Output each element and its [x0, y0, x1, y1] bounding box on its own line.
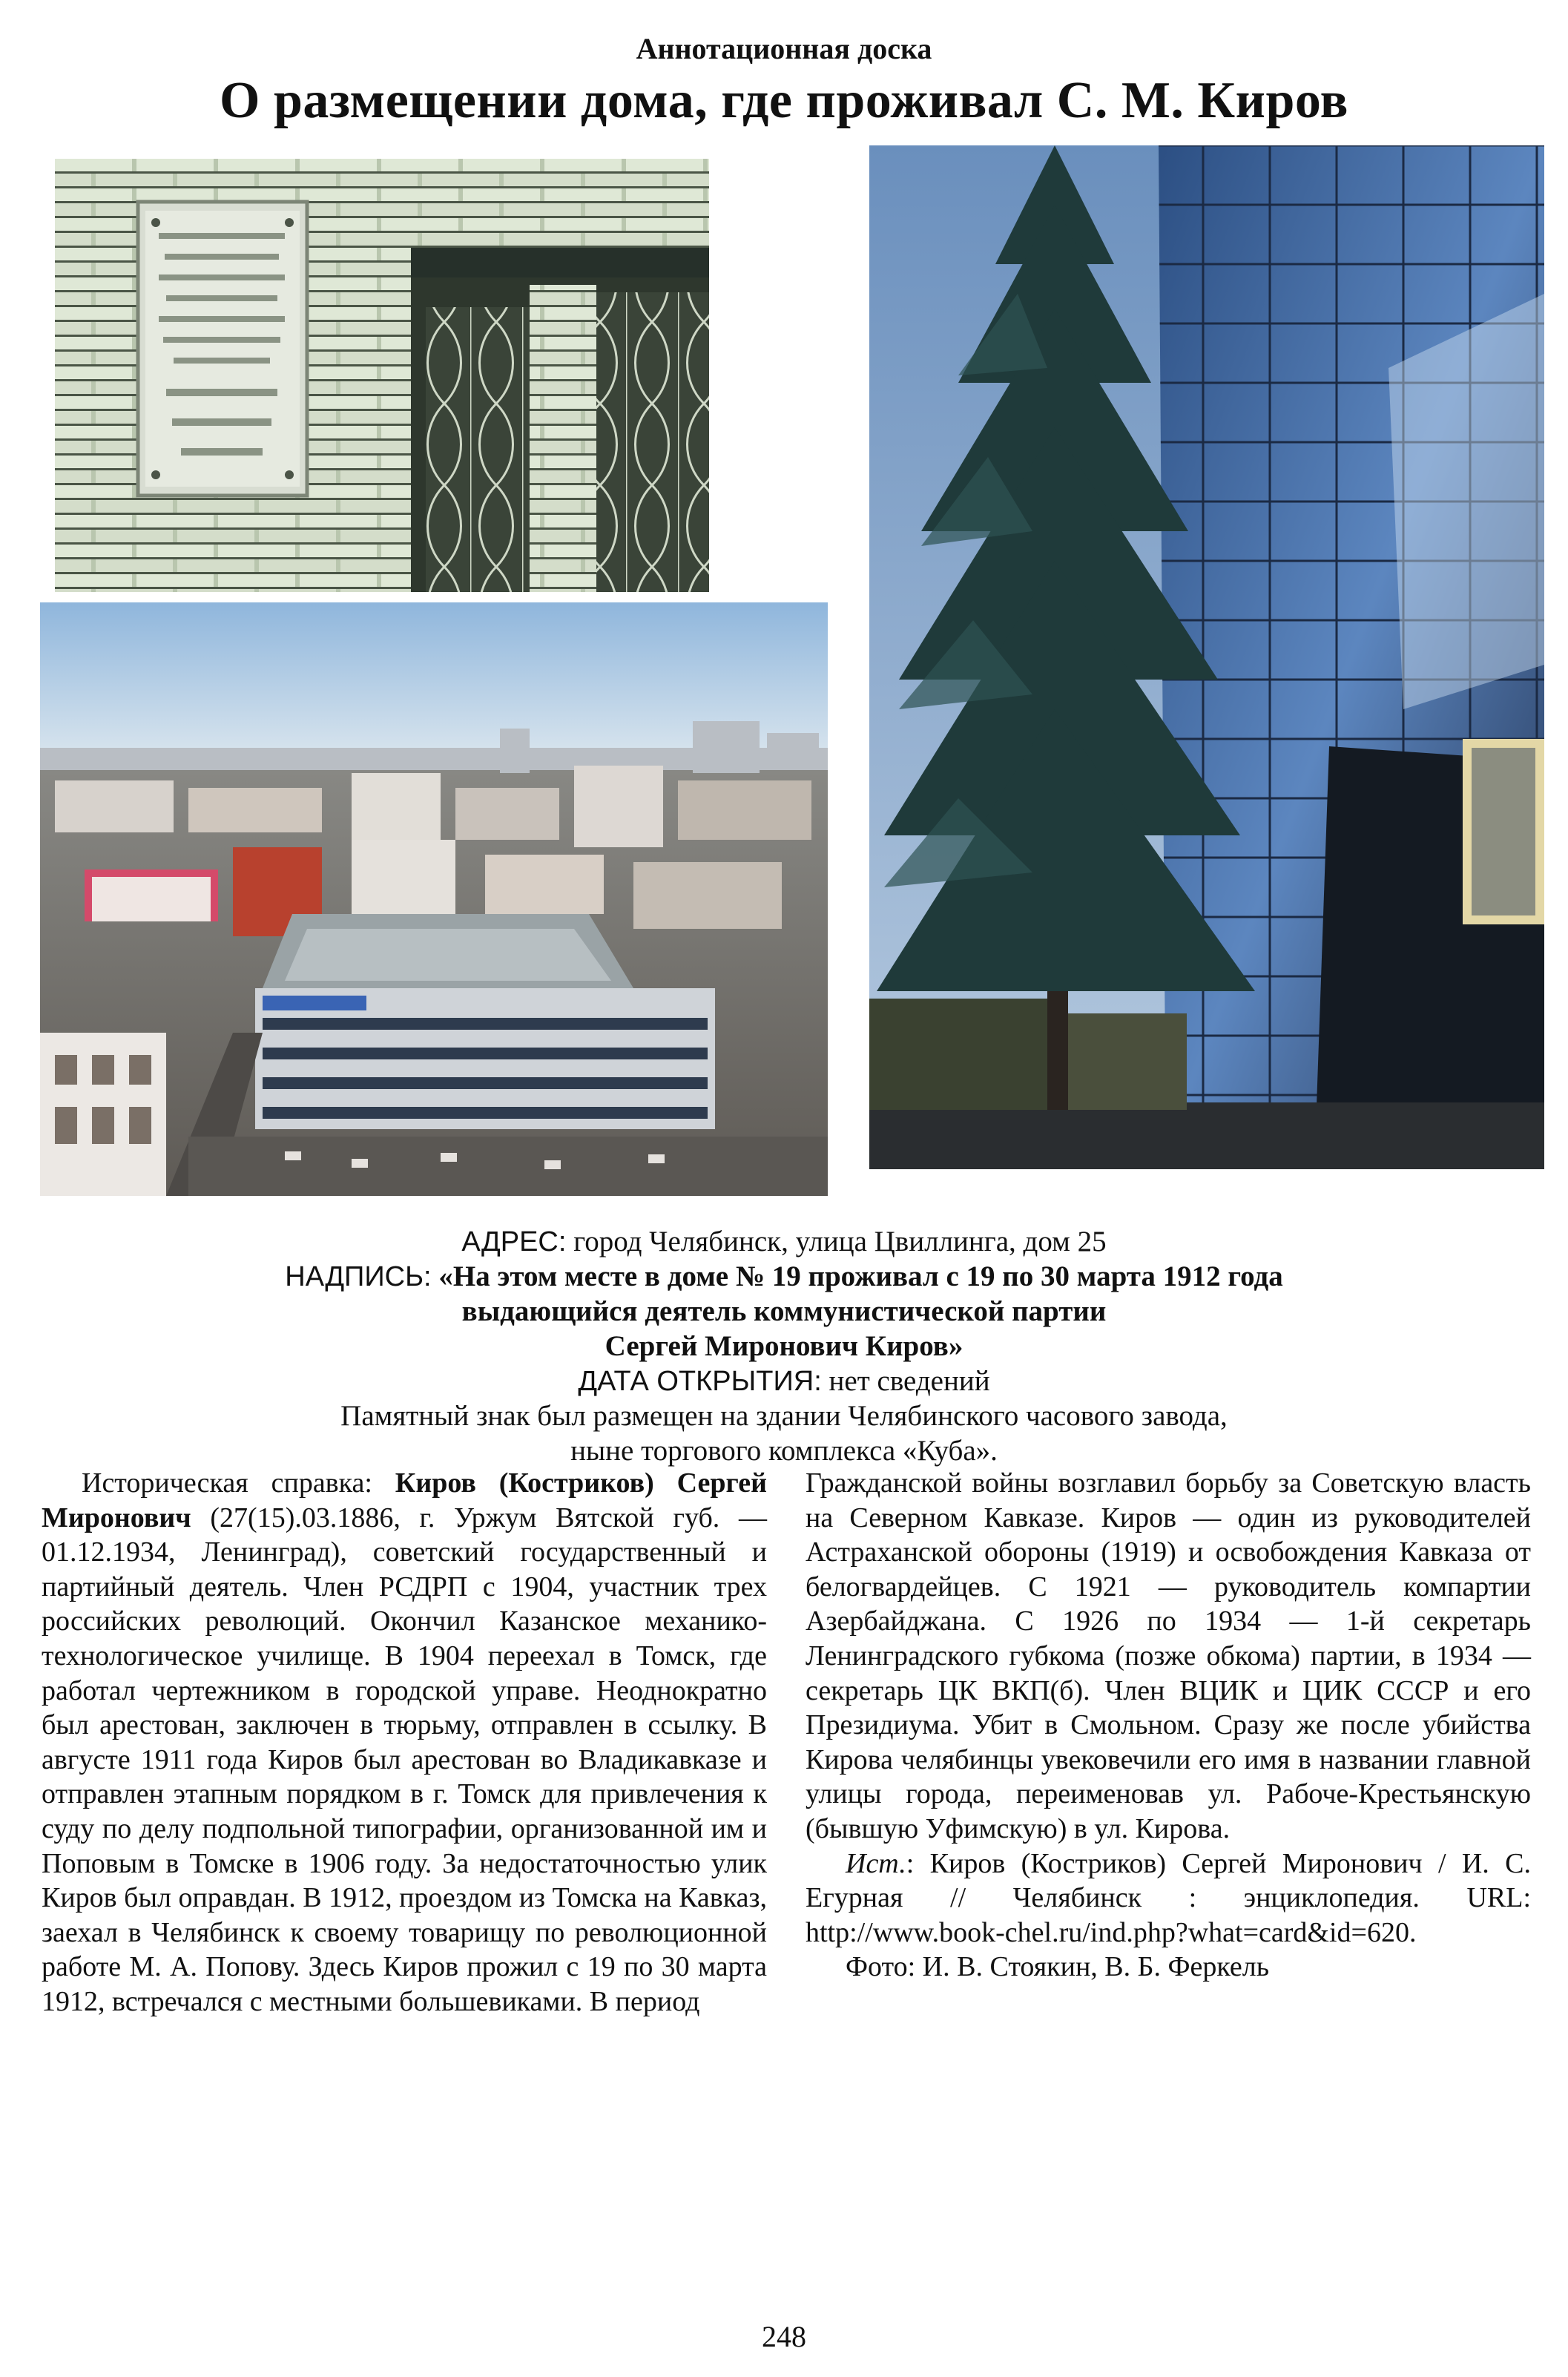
inscription-label: НАДПИСЬ:: [285, 1261, 432, 1292]
supertitle: Аннотационная доска: [636, 32, 932, 65]
page-number: 248: [762, 2320, 806, 2353]
article-left-column: [42, 1466, 767, 2019]
tree-and-glass-tower-photo: [869, 145, 1544, 1169]
address-value: город Челябинск, улица Цвиллинга, дом 25: [566, 1226, 1107, 1257]
inscription-line-1: [89, 1259, 1479, 1295]
inscription-text-3: Сергей Миронович Киров»: [605, 1330, 963, 1362]
opening-date-line: [89, 1364, 1479, 1399]
page-title: О размещении дома, где проживал С. М. Киров: [220, 72, 1348, 129]
article-right-column: [806, 1466, 1531, 1985]
lead-label: Историческая справка:: [82, 1467, 395, 1499]
inscription-text-2: выдающийся деятель коммунистической партии: [461, 1295, 1107, 1327]
article-left-text: (27(15).03.1886, г. Уржум Вятской губ. — 01.12.1934, Ленинград), советский государственный и партийный деятель. Член РСДРП с 1904, участник трех российских революций. Окончил Казанское механико-технологическое училище. В 1904 переехал в Томск, где работал чертежником в городской управе. Неоднократно был арестован, заключен в тюрьму, отправлен в ссылку. В августе 1911 года Киров был арестован во Владикавказе и отправлен этапным порядком в г. Томск для привлечения к суду по делу подпольной типографии, организованной им и Поповым в Томске в 1906 году. За недостаточностью улик Киров был оправдан. В 1912, проездом из Томска на Кавказ, заехал в Челябинск к своему товарищу по революционной работе М. А. Попову. Здесь Киров прожил с 19 по 30 марта 1912, встречался с местными большевиками. В период: [42, 1502, 767, 2017]
source-text: : Киров (Костриков) Сергей Миронович / И. С. Егурная // Челябинск : энциклопедия. URL: http://www.book-chel.ru/ind.php?what=card&id=620.: [806, 1847, 1531, 1948]
inscription-text-1: «На этом месте в доме № 19 проживал с 19 по 30 марта 1912 года: [431, 1260, 1283, 1292]
opening-date-value: нет сведений: [821, 1365, 990, 1397]
address-label: АДРЕС:: [461, 1226, 567, 1257]
memorial-plaque-photo: [55, 159, 709, 592]
photo-credit: Фото: И. В. Стоякин, В. Б. Феркель: [846, 1951, 1270, 1983]
source-label: Ист.: [846, 1847, 906, 1879]
inscription-line-3: [89, 1329, 1479, 1364]
opening-date-label: ДАТА ОТКРЫТИЯ:: [578, 1366, 822, 1397]
note-line-1: Памятный знак был размещен на здании Челябинского часового завода,: [340, 1400, 1228, 1432]
article-right-text: Гражданской войны возглавил борьбу за Советскую власть на Северном Кавказе. Киров — один из руководителей Астраханской обороны (1919) и освобождения Кавказа от белогвардейцев. С 1921 — руководитель компартии Азербайджана. С 1926 по 1934 — 1-й секретарь Ленинградского губкома (позже обкома) партии, в 1934 — секретарь ЦК ВКП(б). Член ВЦИК и ЦИК СССР и его Президиума. Убит в Смольном. Сразу же после убийства Кирова челябинцы увековечили его имя в названии главной улицы города, переименовав ул. Рабоче-Крестьянскую (бывшую Уфимскую) в ул. Кирова.: [806, 1467, 1531, 1844]
address-line: [89, 1224, 1479, 1260]
city-panorama-photo: [40, 602, 828, 1196]
lead-name: Киров (Костриков) Сергей Миронович: [42, 1467, 768, 1533]
note-line-2: ныне торгового комплекса «Куба».: [570, 1435, 998, 1467]
inscription-line-2: [89, 1294, 1479, 1329]
